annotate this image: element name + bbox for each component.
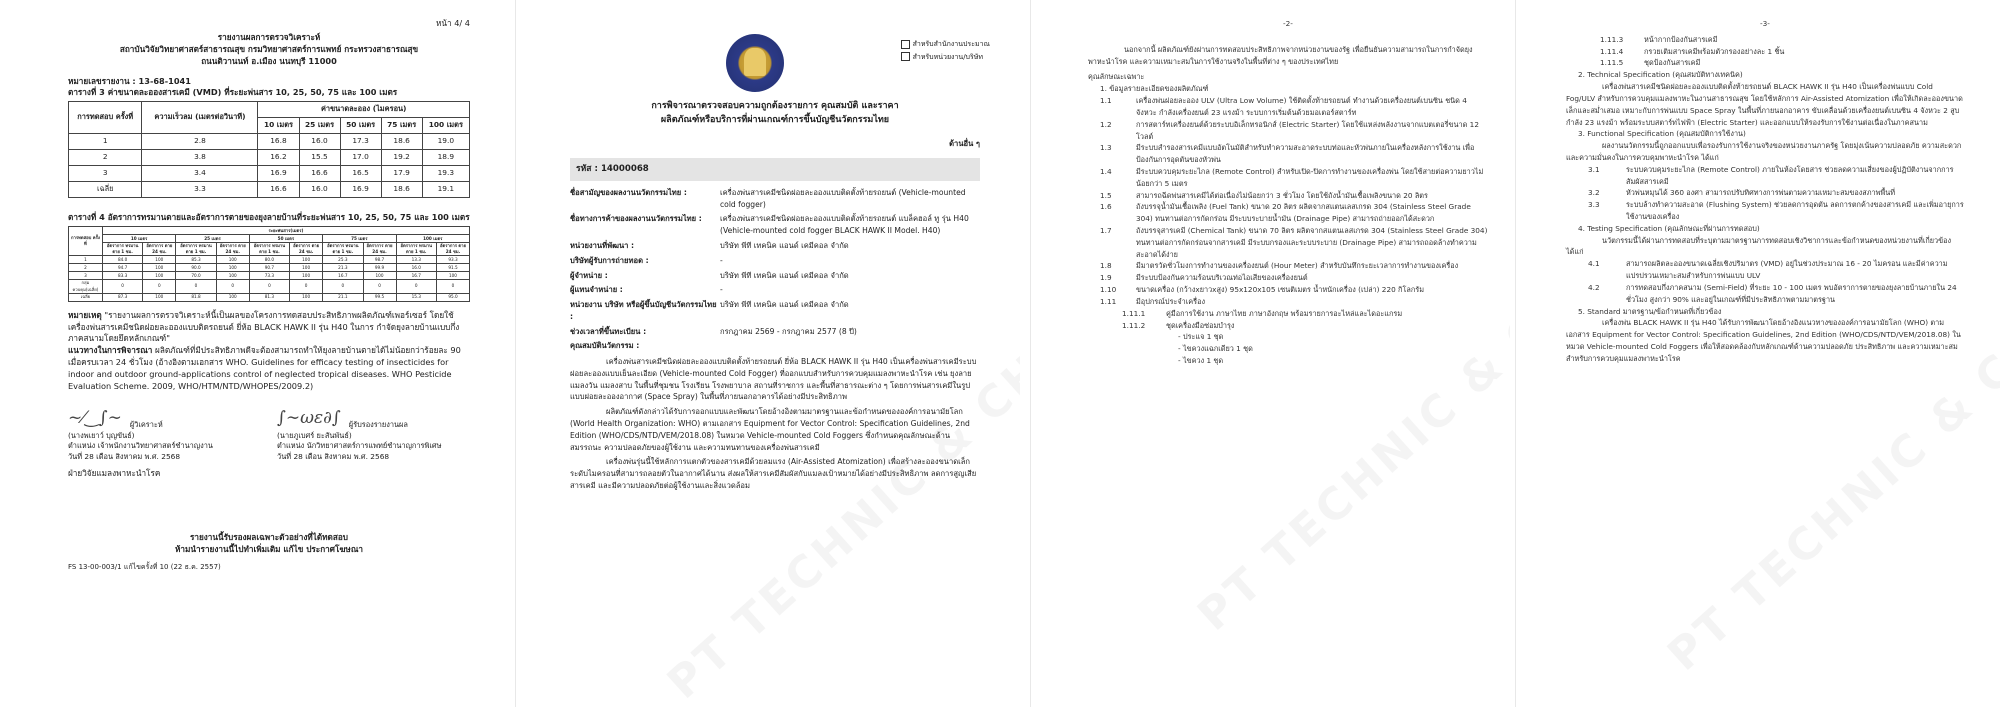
mort-col-round: การทดสอบ ครั้งที่ xyxy=(69,227,103,256)
cell: 16.2 xyxy=(258,150,299,166)
cell: 16.6 xyxy=(258,182,299,198)
cell: 2 xyxy=(69,150,142,166)
tool-item: - ประแจ 1 ชุด xyxy=(1178,332,1224,342)
report-number: หมายเลขรายงาน : 13-68-1041 xyxy=(68,75,191,86)
cell: 3.8 xyxy=(142,150,258,166)
cell: 0 xyxy=(176,280,216,293)
cell: 85.3 xyxy=(176,256,216,264)
guideline-label: แนวทางในการพิจารณา xyxy=(68,345,153,356)
page-number: -2- xyxy=(1283,19,1293,28)
checkbox-office[interactable] xyxy=(901,38,990,51)
cell: 100 xyxy=(436,272,469,280)
vmd-dist: 50 เมตร xyxy=(340,118,381,134)
cell: 100 xyxy=(143,256,176,264)
report-page-4 xyxy=(1520,0,2000,707)
field-value: เครื่องพ่นสารเคมีชนิดฝอยละอองแบบติดตั้งท้ายรถยนต์ (Vehicle-mounted cold fogger) xyxy=(720,187,966,209)
table4-title: ตารางที่ 4 อัตราการทรมานตายและอัตราการตายของยุงลายบ้านที่ระยะพ่นสาร 10, 25, 50, 75 และ 100 เมตร xyxy=(68,212,470,223)
signature-block xyxy=(68,407,470,462)
tool-item: - ไขควงแฉกเดียว 1 ชุด xyxy=(1178,344,1253,354)
item-number: 1.5 xyxy=(1100,190,1112,200)
list-item xyxy=(1088,142,1488,166)
cell: 16.0 xyxy=(299,182,340,198)
cell: 100 xyxy=(363,272,396,280)
table-row xyxy=(69,256,470,264)
vmd-col-round: การทดสอบ ครั้งที่ xyxy=(69,102,142,134)
cell: 100 xyxy=(290,293,323,301)
item-number: 1.4 xyxy=(1100,166,1112,176)
cell: 100 xyxy=(143,272,176,280)
cell: 0 xyxy=(216,280,249,293)
item-number: 1.7 xyxy=(1100,226,1112,235)
item-number: 1.2 xyxy=(1100,119,1112,129)
cell: 100 xyxy=(216,272,249,280)
checkbox-label: สำหรับหน่วยงาน/บริษัท xyxy=(912,52,983,61)
cell: 100 xyxy=(216,256,249,264)
cell: 100 xyxy=(216,264,249,272)
item-text: มีอุปกรณ์ประจำเครื่อง xyxy=(1136,296,1206,306)
analyst-title: ตำแหน่ง เจ้าพนักงานวิทยาศาสตร์ชำนาญงาน xyxy=(68,441,213,451)
section-heading: 2. Technical Specification (คุณสมบัติทางเทคนิค) xyxy=(1578,70,1743,80)
guideline-text: ผลิตภัณฑ์ที่มีประสิทธิภาพดีจะต้องสามารถทำให้ยุงลายบ้านตายได้ไม่น้อยกว่าร้อยละ 90 เมื่อครบเวลา 24 ชั่วโมง (อ้างอิงตามเอกสาร WHO. Guidelines for efficacy testing of insecticides for indoor and outdoor ground-applications control of neglected tropical diseases. WHO Pesticide Evaluation Scheme. 2009, WHO/HTM/NTD/WHOPES/2009.2) xyxy=(68,345,461,391)
cell: 21.3 xyxy=(323,264,363,272)
cell: 100 xyxy=(290,256,323,264)
cell: เฉลี่ย xyxy=(69,182,142,198)
item-number: 1.11.4 xyxy=(1600,46,1624,56)
cell: 25.3 xyxy=(323,256,363,264)
description-paragraph: เครื่องพ่นรุ่นนี้ใช้หลักการแตกตัวของสารเคมีด้วยลมแรง (Air-Assisted Atomization) เพื่อสร้างละอองขนาดเล็กระดับไมครอนที่สามารถลอยตัวในอากาศได้นาน ส่งผลให้สารเคมีสัมผัสกับแมลงเป้าหมายได้อย่างมีประสิทธิภาพ ลดการสูญเสียสารเคมี และมีความปลอดภัยต่อผู้ใช้งานและสิ่งแวดล้อม xyxy=(570,457,977,490)
cell: 100 xyxy=(143,293,176,301)
cell: 93.3 xyxy=(436,256,469,264)
description-paragraph: ผลิตภัณฑ์ดังกล่าวได้รับการออกแบบและพัฒนาโดยอ้างอิงตามมาตรฐานและข้อกำหนดขององค์การอนามัยโลก (World Health Organization: WHO) ตามเอกสาร Equipment for Vector Control: Specification Guidelines, 2nd Edition (WHO/CDS/NTD/VEM/2018.08) ในหมวด Vehicle-mounted Cold Foggers ซึ่งกำหนดคุณลักษณะด้านสมรรถนะ ความปลอดภัยของผู้ใช้งาน และความทนทานของเครื่องพ่นสารเคมี xyxy=(570,407,970,452)
accessory-list xyxy=(1566,34,1964,69)
table-row xyxy=(69,264,470,272)
form-number: FS 13-00-003/1 แก้ไขครั้งที่ 10 (22 ธ.ค. 2557) xyxy=(68,562,221,571)
section-paragraph: เครื่องพ่น BLACK HAWK II รุ่น H40 ได้รับการพัฒนาโดยอ้างอิงแนวทางขององค์การอนามัยโลก (WHO) ตามเอกสาร Equipment for Vector Control: Specification Guidelines, 2nd Edition (WHO/CDS/NTD/VEM/2018.08) ในหมวด Vehicle-mounted Cold Foggers เพื่อให้สอดคล้องกับหลักเกณฑ์ด้านความปลอดภัย ประสิทธิภาพ และความเหมาะสมสำหรับการควบคุมแมลงพาหะนำโรค xyxy=(1566,318,1961,363)
report-header-title: รายงานผลการตรวจวิเคราะห์ xyxy=(217,31,321,42)
item-number: 1.9 xyxy=(1100,273,1112,283)
item-text: มีระบบสำรองสารเคมีแบบอัตโนมัติสำหรับทำความสะอาดระบบท่อและหัวพ่นภายในเครื่องหลังการใช้งาน เพื่อป้องกันการอุดตันของหัวพ่น xyxy=(1136,143,1475,165)
mort-subheader: อัตราการ ทรมานตาย 1 ชม. xyxy=(323,243,363,256)
government-emblem-icon xyxy=(726,34,784,92)
list-item xyxy=(1566,187,1964,199)
field-label: ผู้จำหน่าย : xyxy=(570,270,608,280)
list-item xyxy=(1088,260,1488,272)
product-code: รหัส : 14000068 xyxy=(570,158,980,181)
cell: 19.1 xyxy=(422,182,469,198)
item-text: คู่มือการใช้งาน ภาษาไทย ภาษาอังกฤษ พร้อมรายการอะไหล่และไดอะแกรม xyxy=(1166,308,1403,318)
list-item xyxy=(1088,225,1488,260)
item-text: สามารถผลิตละอองขนาดเฉลี่ยเชิงปริมาตร (VMD) อยู่ในช่วงประมาณ 16 - 20 ไมครอน และมีค่าความแปรปรวนเหมาะสมสำหรับการพ่นแบบ ULV xyxy=(1626,259,1948,281)
list-item xyxy=(1566,34,1964,46)
field-label: ช่วงเวลาที่ขึ้นทะเบียน : xyxy=(570,326,647,336)
list-item xyxy=(1566,282,1964,306)
signature-scribble-right: ∫∼ωε∂∫ xyxy=(277,407,341,428)
cell: 2 xyxy=(69,264,103,272)
cell: 0 xyxy=(143,280,176,293)
mort-subheader: อัตราการ ตาย 24 ชม. xyxy=(436,243,469,256)
field-label: หน่วยงาน บริษัท หรือผู้ขึ้นบัญชีนวัตกรรมไทย : xyxy=(570,300,717,321)
footer-certify: รายงานนี้รับรองผลเฉพาะตัวอย่างที่ได้ทดสอบ xyxy=(190,531,348,542)
item-number: 1.11.2 xyxy=(1122,320,1146,330)
analyst-name: (นางพเยาว์ บุญขันธ์) xyxy=(68,430,135,440)
list-item xyxy=(1088,272,1488,284)
field-label: หน่วยงานที่พัฒนา : xyxy=(570,241,635,251)
mort-subheader: อัตราการ ทรมานตาย 1 ชม. xyxy=(396,243,436,256)
checkbox-company[interactable] xyxy=(901,51,990,64)
vmd-dist: 100 เมตร xyxy=(422,118,469,134)
cell: 0 xyxy=(102,280,142,293)
report-page-3 xyxy=(1040,0,1510,707)
item-text: สามารถฉีดพ่นสารเคมีได้ต่อเนื่องไม่น้อยกว่า 3 ชั่วโมง โดยใช้ถังน้ำมันเชื้อเพลิงขนาด 20 ลิตร xyxy=(1136,190,1428,200)
item-text: ชุดป้องกันสารเคมี xyxy=(1644,58,1701,68)
list-item xyxy=(1088,119,1488,143)
item-text: ขนาดเครื่อง (กว้างxยาวxสูง) 95x120x105 เซนติเมตร น้ำหนักเครื่อง (เปล่า) 220 กิโลกรัม xyxy=(1136,285,1425,295)
cell: 81.8 xyxy=(176,293,216,301)
table-row xyxy=(69,182,470,198)
report-page-2 xyxy=(520,0,1020,707)
cell: 1 xyxy=(69,256,103,264)
cell: 98.7 xyxy=(363,256,396,264)
item-text: หน้ากากป้องกันสารเคมี xyxy=(1644,34,1718,44)
cell: 90.7 xyxy=(249,264,289,272)
item-number: 3.3 xyxy=(1588,200,1600,210)
approver-title: ตำแหน่ง นักวิทยาศาสตร์การแพทย์ชำนาญการพิเศษ xyxy=(277,441,442,451)
section-paragraph: เครื่องพ่นสารเคมีชนิดฝอยละอองแบบติดตั้งท้ายรถยนต์ BLACK HAWK II รุ่น H40 เป็นเครื่องพ่นแบบ Cold Fog/ULV สำหรับการควบคุมแมลงพาหะในงานสาธารณสุข โดยใช้หลักการ Air-Assisted Atomization เพื่อให้เกิดละอองขนาดเล็กและสม่ำเสมอ เหมาะกับการพ่นแบบ Space Spray ในพื้นที่ภายนอกอาคาร ขับเคลื่อนด้วยเครื่องยนต์เบนซิน 4 จังหวะ 2 สูบ กำลัง 23 แรงม้า พร้อมระบบสตาร์ทไฟฟ้า (Electric Starter) และออกแบบให้รองรับการใช้งานต่อเนื่องในภาคสนาม xyxy=(1566,82,1963,127)
cell: 0 xyxy=(363,280,396,293)
list-item xyxy=(1088,166,1488,190)
cell: 16.8 xyxy=(258,134,299,150)
cell: 16.5 xyxy=(340,166,381,182)
cell: 94.7 xyxy=(102,264,142,272)
cell: 16.6 xyxy=(299,166,340,182)
spec-list xyxy=(1088,95,1488,308)
description-paragraph: เครื่องพ่นสารเคมีชนิดฝอยละอองแบบติดตั้งท้ายรถยนต์ ยี่ห้อ BLACK HAWK II รุ่น H40 เป็นเครื่องพ่นสารเคมีระบบฝอยละอองแบบเย็นละเอียด (Vehicle-mounted Cold Fogger) ที่ออกแบบสำหรับการควบคุมแมลงพาหะนำโรค เช่น ยุงลาย แมลงวัน แมลงสาบ ในพื้นที่ชุมชน โรงเรียน โรงพยาบาล สถานที่ราชการ และพื้นที่สาธารณะต่าง ๆ โดยการพ่นสารเคมีในรูปแบบฝอยละอองอากาศ (Space Spray) ในพื้นที่ภายนอกอาคารได้อย่างมีประสิทธิภาพ xyxy=(570,357,977,402)
item-text: ระบบควบคุมระยะไกล (Remote Control) ภายในห้องโดยสาร ช่วยลดความเสี่ยงของผู้ปฏิบัติงานจากการสัมผัสสารเคมี xyxy=(1626,164,1954,186)
vmd-dist: 25 เมตร xyxy=(299,118,340,134)
item-number: 3.1 xyxy=(1588,164,1600,174)
list-item xyxy=(1088,320,1488,332)
list-item xyxy=(1088,190,1488,202)
list-item xyxy=(1566,164,1964,188)
table-row xyxy=(69,166,470,182)
cell: 100 xyxy=(290,264,323,272)
department-label: ฝ่ายวิจัยแมลงพาหะนำโรค xyxy=(68,467,161,478)
cell: 16.7 xyxy=(323,272,363,280)
checkbox-icon xyxy=(901,40,910,49)
item-text: ถังบรรจุน้ำมันเชื้อเพลิง (Fuel Tank) ขนาด 20 ลิตร ผลิตจากสแตนเลสเกรด 304 (Stainless Steel Grade 304) ทนทานต่อการกัดกร่อน มีระบบระบายน้ำมัน (Drainage Pipe) สามารถถ่ายออกได้สะดวก xyxy=(1136,202,1471,224)
mort-dist: 100 เมตร xyxy=(396,235,470,243)
item-number: 1.6 xyxy=(1100,202,1112,212)
page-divider xyxy=(1030,0,1031,707)
item-text: ระบบล้างทำความสะอาด (Flushing System) ช่วยลดการอุดตัน ลดการตกค้างของสารเคมี และเพิ่มอายุการใช้งานของเครื่อง xyxy=(1626,200,1964,221)
cell: 1 xyxy=(69,134,142,150)
mort-subheader: อัตราการ ตาย 24 ชม. xyxy=(216,243,249,256)
item-text: มีระบบป้องกันความร้อนบริเวณท่อไอเสียของเครื่องยนต์ xyxy=(1136,273,1308,283)
tool-list xyxy=(1088,331,1488,366)
cell: 100 xyxy=(216,293,249,301)
page2-title: การพิจารณาตรวจสอบความถูกต้องรายการ คุณสมบัติ และราคา xyxy=(651,101,899,111)
mort-subheader: อัตราการ ตาย 24 ชม. xyxy=(143,243,176,256)
report-page-1 xyxy=(0,0,510,707)
section-heading: 4. Testing Specification (คุณลักษณะที่ผ่านการทดสอบ) xyxy=(1578,223,1760,233)
item-number: 1.10 xyxy=(1100,285,1117,295)
vmd-dist: 75 เมตร xyxy=(381,118,422,134)
cell: 0 xyxy=(396,280,436,293)
list-item xyxy=(1566,258,1964,282)
category-label: ด้านอื่น ๆ xyxy=(949,138,980,148)
field-value: เครื่องพ่นสารเคมีชนิดฝอยละอองแบบติดตั้งท้ายรถยนต์ แบล็คฮอล์ ทู รุ่น H40 (Vehicle-mounted cold fogger BLACK HAWK II Model. H40) xyxy=(720,214,969,236)
cell: 21.1 xyxy=(323,293,363,301)
tool-item: - ไขควง 1 ชุด xyxy=(1178,355,1224,365)
cell: 17.3 xyxy=(340,134,381,150)
list-item xyxy=(1566,46,1964,58)
signature-scribble-left: ~⁄‿∫∼ xyxy=(68,407,122,428)
cell: 18.6 xyxy=(381,134,422,150)
item-text: มีมาตรวัดชั่วโมงการทำงานของเครื่องยนต์ (Hour Meter) สำหรับบันทึกระยะเวลาการทำงานของเครื่อง xyxy=(1136,261,1459,271)
section-heading: 5. Standard มาตรฐาน/ข้อกำหนดที่เกี่ยวข้อง xyxy=(1578,306,1722,316)
cell: 17.9 xyxy=(381,166,422,182)
table3-title: ตารางที่ 3 ค่าขนาดละอองสารเคมี (VMD) ที่ระยะพ่นสาร 10, 25, 50, 75 และ 100 เมตร xyxy=(68,87,398,98)
analyst-signature xyxy=(68,407,261,462)
mort-dist: 25 เมตร xyxy=(176,235,249,243)
mortality-table xyxy=(68,226,470,301)
vmd-col-group: ค่าขนาดละออง (ไมครอน) xyxy=(258,102,470,118)
section-paragraph: นวัตกรรมนี้ได้ผ่านการทดสอบที่ระบุตามมาตรฐานการทดสอบเชิงวิชาการและข้อกำหนดของหน่วยงานที่เกี่ยวข้อง ได้แก่ xyxy=(1566,235,1952,257)
cell: 0 xyxy=(290,280,323,293)
field-label: คุณสมบัตินวัตกรรม : xyxy=(570,341,640,351)
list-item xyxy=(1088,308,1488,320)
section-heading: คุณลักษณะเฉพาะ xyxy=(1088,72,1145,82)
cell: 19.0 xyxy=(422,134,469,150)
mort-subheader: อัตราการ ทรมานตาย 1 ชม. xyxy=(102,243,142,256)
field-value: บริษัท พีที เทคนิค แอนด์ เคมีคอล จำกัด xyxy=(720,300,849,310)
field-value: บริษัท พีที เทคนิค แอนด์ เคมีคอล จำกัด xyxy=(720,241,849,251)
field-value xyxy=(720,340,980,352)
cell: 70.0 xyxy=(176,272,216,280)
cell: 81.3 xyxy=(249,293,289,301)
item-text: มีระบบควบคุมระยะไกล (Remote Control) สำหรับเปิด-ปิดการทำงานของเครื่องพ่น โดยใช้สายต่อความยาวไม่น้อยกว่า 5 เมตร xyxy=(1136,166,1484,188)
cell: 2.8 xyxy=(142,134,258,150)
cell: 16.0 xyxy=(299,134,340,150)
cell: 100 xyxy=(290,272,323,280)
cell: 0 xyxy=(323,280,363,293)
approver-role: ผู้รับรองรายงานผล xyxy=(348,420,408,430)
field-label: ชื่อทางการค้าของผลงานนวัตกรรมไทย : xyxy=(570,214,702,224)
vmd-table xyxy=(68,101,470,198)
mort-col-group: ระยะพ่นสาร(เมตร) xyxy=(102,227,469,235)
report-guideline xyxy=(68,345,470,393)
checkbox-label: สำหรับสำนักงานประมาณ xyxy=(912,40,990,48)
cell: 3.4 xyxy=(142,166,258,182)
cell: 18.9 xyxy=(422,150,469,166)
cell: 87.3 xyxy=(102,293,142,301)
cell: 90.0 xyxy=(176,264,216,272)
cell: 3 xyxy=(69,272,103,280)
report-header-address: ถนนติวานนท์ อ.เมือง นนทบุรี 11000 xyxy=(201,55,337,66)
spec-sections xyxy=(1566,69,1964,364)
cell: 3.3 xyxy=(142,182,258,198)
field-value: บริษัท พีที เทคนิค แอนด์ เคมีคอล จำกัด xyxy=(720,270,849,280)
intro-paragraph: นอกจากนี้ ผลิตภัณฑ์ยังผ่านการทดสอบประสิทธิภาพจากหน่วยงานของรัฐ เพื่อยืนยันความสามารถในการกำจัดยุงพาหะนำโรค และความเหมาะสมในการใช้งานจริงในพื้นที่ต่าง ๆ ของประเทศไทย xyxy=(1088,44,1473,66)
cell: 13.3 xyxy=(396,256,436,264)
mort-dist: 50 เมตร xyxy=(249,235,322,243)
cell: เฉลี่ย xyxy=(69,293,103,301)
cell: 18.6 xyxy=(381,182,422,198)
field-value: - xyxy=(720,285,723,295)
cell: 100 xyxy=(143,264,176,272)
item-number: 1.11 xyxy=(1100,296,1117,306)
page2-subtitle: ผลิตภัณฑ์หรือบริการที่ผ่านเกณฑ์การขึ้นบัญชีนวัตกรรมไทย xyxy=(660,114,890,125)
table-row xyxy=(69,280,470,293)
table-row xyxy=(69,150,470,166)
cell: 16.9 xyxy=(340,182,381,198)
item-number: 1.11.3 xyxy=(1600,34,1624,44)
cell: 99.5 xyxy=(363,293,396,301)
analyst-role: ผู้วิเคราะห์ xyxy=(129,420,163,430)
field-label: บริษัทผู้รับการถ่ายทอด : xyxy=(570,255,649,265)
page-divider xyxy=(515,0,516,707)
mort-dist: 10 เมตร xyxy=(102,235,175,243)
list-item xyxy=(1088,201,1488,225)
cell: 80.0 xyxy=(249,256,289,264)
item-text: ถังบรรจุสารเคมี (Chemical Tank) ขนาด 70 ลิตร ผลิตจากสแตนเลสเกรด 304 (Stainless Steel Grade 304) ทนทานต่อการกัดกร่อนจากสารเคมี มีระบบกรองและระบบระบาย (Drainage Pipe) สามารถถอดล้างทำความสะอาดได้ง่าย xyxy=(1136,226,1488,259)
item-text: การทดสอบกึ่งภาคสนาม (Semi-Field) ที่ระยะ 10 - 100 เมตร พบอัตราการตายของยุงลายบ้านภายใน 24 ชั่วโมง สูงกว่า 90% และอยู่ในเกณฑ์ที่มีประสิทธิภาพตามมาตรฐาน xyxy=(1626,282,1957,304)
item-text: ชุดเครื่องมือซ่อมบำรุง xyxy=(1166,320,1235,330)
note-label: หมายเหตุ xyxy=(68,309,102,320)
mort-subheader: อัตราการ ทรมานตาย 1 ชม. xyxy=(249,243,289,256)
footer-warning: ห้ามนำรายงานนี้ไปทำเพิ่มเติม แก้ไข ประกาศโฆษณา xyxy=(174,543,364,554)
cell: 17.0 xyxy=(340,150,381,166)
cell: 95.0 xyxy=(436,293,469,301)
section-heading: 3. Functional Specification (คุณสมบัติการใช้งาน) xyxy=(1578,129,1746,139)
vmd-col-speed: ความเร็วลม (เมตรต่อวินาที) xyxy=(142,102,258,134)
page-number: หน้า 4/ 4 xyxy=(436,18,470,28)
approver-signature xyxy=(277,407,470,462)
field-value: - xyxy=(720,255,723,265)
analyst-date: วันที่ 28 เดือน สิงหาคม พ.ศ. 2568 xyxy=(68,451,181,461)
field-label: ชื่อสามัญของผลงานนวัตกรรมไทย : xyxy=(570,187,687,197)
product-description xyxy=(570,356,980,491)
cell: กลุ่มควบคุม(เฉลี่ย) xyxy=(69,280,103,293)
item-number: 1.11.5 xyxy=(1600,58,1624,68)
cell: 16.9 xyxy=(258,166,299,182)
cell: 84.0 xyxy=(102,256,142,264)
item-number: 1.1 xyxy=(1100,96,1112,106)
item-text: กรวยเติมสารเคมีพร้อมตัวกรองอย่างละ 1 ชิ้น xyxy=(1644,46,1785,56)
mort-subheader: อัตราการ ตาย 24 ชม. xyxy=(363,243,396,256)
cell: 73.3 xyxy=(249,272,289,280)
table-row xyxy=(69,293,470,301)
checkbox-group xyxy=(901,38,990,63)
section-paragraph: ผลงานนวัตกรรมนี้ถูกออกแบบเพื่อรองรับการใช้งานจริงของหน่วยงานภาครัฐ โดยมุ่งเน้นความปลอดภัย ความสะดวก และความมั่นคงในการควบคุมพาหะนำโรค ได้แก่ xyxy=(1566,141,1962,162)
approver-date: วันที่ 28 เดือน สิงหาคม พ.ศ. 2568 xyxy=(277,451,390,461)
list-item xyxy=(1566,199,1964,223)
item-number: 4.2 xyxy=(1588,282,1600,292)
cell: 83.3 xyxy=(102,272,142,280)
approver-name: (นายภูเบศร์ ยะสันพันธ์) xyxy=(277,430,352,440)
mort-subheader: อัตราการ ทรมานตาย 1 ชม. xyxy=(176,243,216,256)
list-item xyxy=(1088,95,1488,119)
cell: 16.7 xyxy=(396,272,436,280)
table-row xyxy=(69,134,470,150)
list-item xyxy=(1088,296,1488,308)
product-fields xyxy=(570,187,980,352)
field-label: ผู้แทนจำหน่าย : xyxy=(570,285,623,295)
list-item xyxy=(1088,284,1488,296)
report-header-institute: สถาบันวิจัยวิทยาศาสตร์สาธารณสุข กรมวิทยาศาสตร์การแพทย์ กระทรวงสาธารณสุข xyxy=(119,43,419,54)
cell: 0 xyxy=(436,280,469,293)
field-value: กรกฎาคม 2569 - กรกฎาคม 2577 (8 ปี) xyxy=(720,326,857,336)
item-text: การสตาร์ทเครื่องยนต์ด้วยระบบอิเล็กทรอนิกส์ (Electric Starter) โดยใช้แหล่งพลังงานจากแบตเตอรี่ขนาด 12 โวลต์ xyxy=(1136,119,1479,141)
section-1-heading: 1. ข้อมูลรายละเอียดของผลิตภัณฑ์ xyxy=(1100,84,1209,94)
item-number: 4.1 xyxy=(1588,259,1600,269)
item-text: เครื่องพ่นฝอยละออง ULV (Ultra Low Volume) ใช้ติดตั้งท้ายรถยนต์ ทำงานด้วยเครื่องยนต์เบนซิน ชนิด 4 จังหวะ กำลังเครื่องยนต์ 23 แรงม้า ระบบการเริ่มต้นด้วยมอเตอร์สตาร์ท xyxy=(1136,96,1467,117)
item-number: 1.11.1 xyxy=(1122,308,1146,318)
mort-dist: 75 เมตร xyxy=(323,235,396,243)
cell: 0 xyxy=(249,280,289,293)
note-text: "รายงานผลการตรวจวิเคราะห์นี้เป็นผลของโครงการทดสอบประสิทธิภาพผลิตภัณฑ์เพอร์เซอร์ โดยใช้เครื่องพ่นสารเคมีชนิดฝอยละอองแบบติดรถยนต์ ยี่ห้อ BLACK HAWK II รุ่น H40 ในการ กำจัดยุงลายบ้านแบบกึ่งภาคสนามโดยยึดหลักเกณฑ์" xyxy=(68,309,460,344)
page-divider xyxy=(1515,0,1516,707)
cell: 15.3 xyxy=(396,293,436,301)
cell: 19.3 xyxy=(422,166,469,182)
item-text: หัวพ่นหมุนได้ 360 องศา สามารถปรับทิศทางการพ่นตามความเหมาะสมของสภาพพื้นที่ xyxy=(1626,188,1896,198)
accessory-list xyxy=(1088,308,1488,332)
item-number: 1.3 xyxy=(1100,143,1112,153)
cell: 99.9 xyxy=(363,264,396,272)
mort-subheader: อัตราการ ตาย 24 ชม. xyxy=(290,243,323,256)
table-row xyxy=(69,272,470,280)
cell: 3 xyxy=(69,166,142,182)
item-number: 1.8 xyxy=(1100,261,1112,271)
cell: 16.0 xyxy=(396,264,436,272)
cell: 91.5 xyxy=(436,264,469,272)
page-number: -3- xyxy=(1760,19,1770,28)
item-number: 3.2 xyxy=(1588,188,1600,198)
checkbox-icon xyxy=(901,52,910,61)
list-item xyxy=(1566,57,1964,69)
cell: 15.5 xyxy=(299,150,340,166)
report-note xyxy=(68,310,470,346)
cell: 19.2 xyxy=(381,150,422,166)
vmd-dist: 10 เมตร xyxy=(258,118,299,134)
